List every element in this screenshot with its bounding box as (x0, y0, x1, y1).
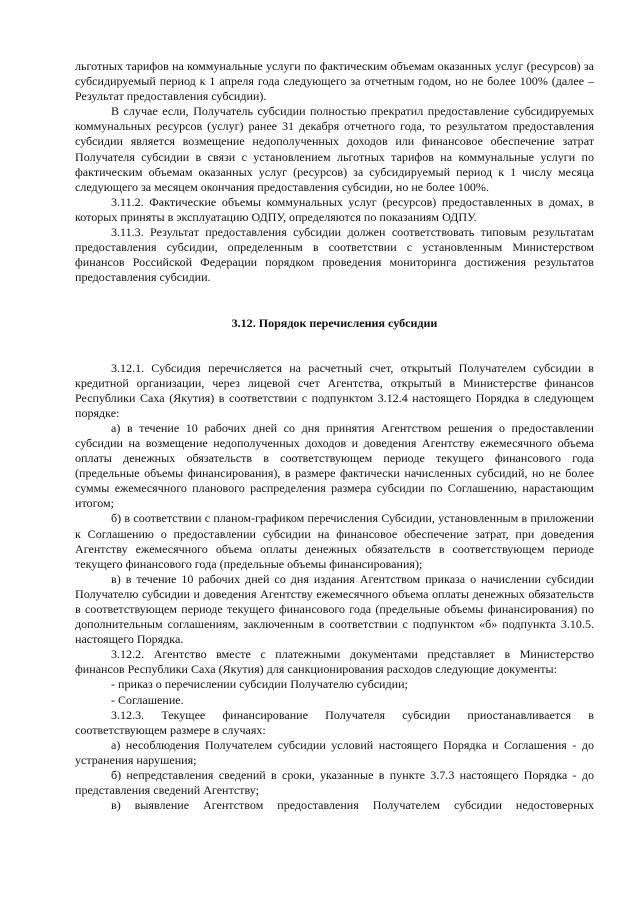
paragraph: а) в течение 10 рабочих дней со дня принятия Агентством решения о предоставлении субсидии на возмещение недополученных доходов и доведения Агентству ежемесячного объема оплаты денежных обязательств в соответствующем периоде текущего финансового года (предельные объемы финансирования), в размере фактически начисленных субсидий, но не более суммы ежемесячного планового распределения размера субсидии по Соглашению, нарастающим итогом; (75, 420, 594, 511)
list-item: - приказ о перечислении субсидии Получателю субсидии; (111, 677, 408, 692)
paragraph: б) непредставления сведений в сроки, указанные в пункте 3.7.3 настоящего Порядка - до представления сведений Агентству; (75, 768, 594, 798)
paragraph: в) в течение 10 рабочих дней со дня издания Агентством приказа о начислении субсидии Получателю субсидии и доведения Агентству ежемесячного объема оплаты денежных обязательств в соответствующем периоде текущего финансового года (предельные объемы финансирования) по дополнительным соглашениям, заключенным в соответствии с подпунктом «б» подпункта 3.10.5. настоящего Порядка. (75, 571, 594, 647)
paragraph: 3.12.2. Агентство вместе с платежными документами представляет в Министерство финансов Республики Саха (Якутия) для санкционирования расходов следующие документы: (75, 647, 594, 677)
paragraph: 3.12.3. Текущее финансирование Получателя субсидии приостанавливается в соответствующем размере в случаях: (75, 707, 594, 737)
paragraph: 3.12.1. Субсидия перечисляется на расчетный счет, открытый Получателем субсидии в кредитной организации, через лицевой счет Агентства, открытый в Министерстве финансов Республики Саха (Якутия) в соответствии с подпунктом 3.12.4 настоящего Порядка в следующем порядке: (75, 360, 594, 420)
paragraph: 3.11.3. Результат предоставления субсидии должен соответствовать типовым результатам предоставления субсидии, определенным в соответствии с установленным Министерством финансов Российской Федерации порядком проведения мониторинга достижения результатов предоставления субсидии. (75, 225, 594, 285)
paragraph: В случае если, Получатель субсидии полностью прекратил предоставление субсидируемых коммунальных ресурсов (услуг) ранее 31 декабря отчетного года, то результатом предоставления субсидии является возмещение недополученных доходов или финансовое обеспечение затрат Получателя субсидии в связи с установлением льготных тарифов на коммунальные услуги по фактическим объемам оказанных услуг (ресурсов) за субсидируемый период к 1 числу месяца следующего за месяцем окончания предоставления субсидии, но не более 100%. (75, 104, 594, 194)
list-item: - Соглашение. (111, 692, 184, 707)
paragraph: льготных тарифов на коммунальные услуги по фактическим объемам оказанных услуг (ресурсов) за субсидируемый период к 1 апреля года следующего за отчетным годом, но не более 100% (далее – Результат предоставления субсидии). (75, 59, 594, 104)
paragraph: 3.11.2. Фактические объемы коммунальных услуг (ресурсов) предоставленных в домах, в которых приняты в эксплуатацию ОДПУ, определяются по показаниям ОДПУ. (75, 194, 594, 224)
paragraph: в) выявление Агентством предоставления Получателем субсидии недостоверных (111, 798, 594, 813)
paragraph: а) несоблюдения Получателем субсидии условий настоящего Порядка и Соглашения - до устранения нарушения; (75, 737, 594, 767)
paragraphs-before-heading (75, 59, 594, 285)
paragraph: б) в соответствии с планом-графиком перечисления Субсидии, установленным в приложении к Соглашению о предоставлении субсидии на финансовое обеспечение затрат, при доведения Агентству ежемесячного объема оплаты денежных обязательств в соответствующем периоде текущего финансового года (предельные объемы финансирования); (75, 511, 594, 571)
paragraphs-after-heading (75, 361, 594, 814)
section-heading: 3.12. Порядок перечисления субсидии (231, 316, 438, 331)
